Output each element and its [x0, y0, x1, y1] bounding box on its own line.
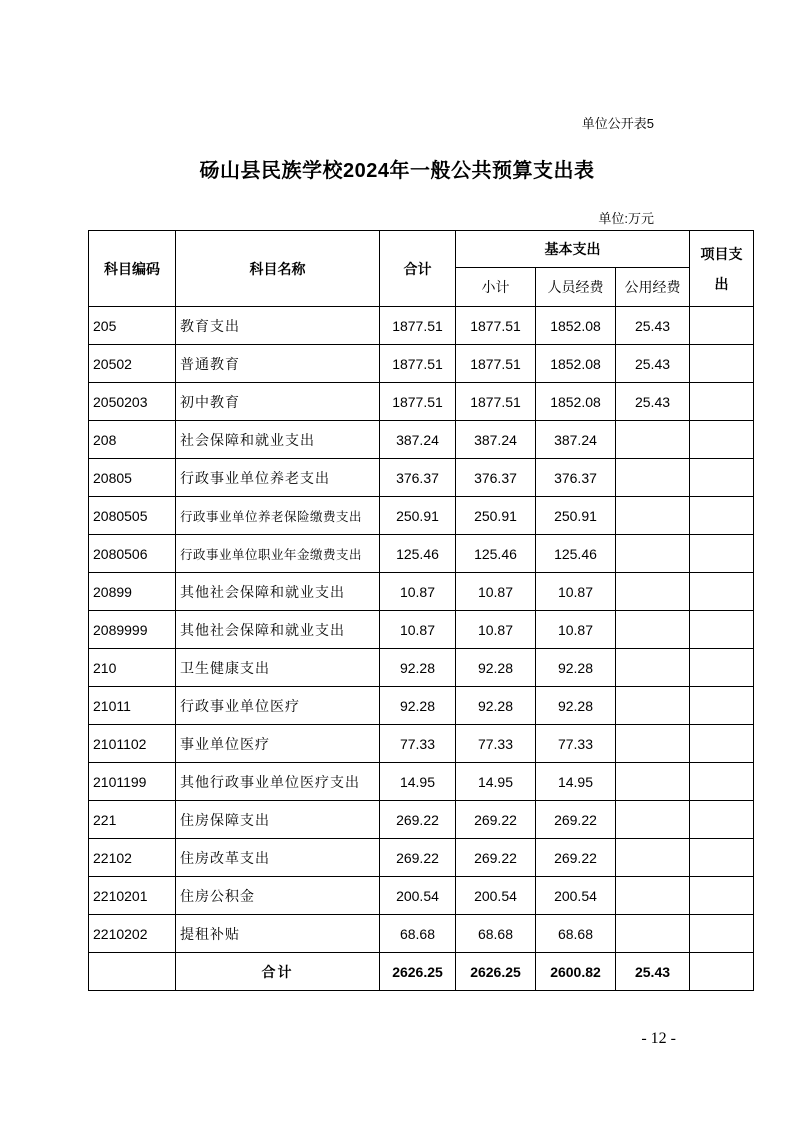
cell-subtotal: 10.87 — [456, 611, 536, 649]
cell-total: 387.24 — [380, 421, 456, 459]
table-row — [89, 877, 754, 915]
cell-code: 2050203 — [89, 383, 176, 421]
cell-public — [616, 801, 690, 839]
cell-public — [616, 497, 690, 535]
cell-subtotal: 1877.51 — [456, 383, 536, 421]
cell-name: 行政事业单位养老保险缴费支出 — [176, 497, 380, 535]
budget-table — [88, 230, 754, 991]
cell-total: 125.46 — [380, 535, 456, 573]
cell-subtotal: 250.91 — [456, 497, 536, 535]
cell-project — [690, 307, 754, 345]
table-body — [89, 307, 754, 953]
cell-code: 20502 — [89, 345, 176, 383]
cell-personnel: 387.24 — [536, 421, 616, 459]
cell-code: 205 — [89, 307, 176, 345]
cell-subtotal: 376.37 — [456, 459, 536, 497]
table-row — [89, 573, 754, 611]
cell-code: 2101102 — [89, 725, 176, 763]
page-number: - 12 - — [641, 1030, 676, 1047]
cell-name: 其他社会保障和就业支出 — [176, 573, 380, 611]
cell-total: 10.87 — [380, 611, 456, 649]
cell-project — [690, 459, 754, 497]
cell-code: 2210202 — [89, 915, 176, 953]
cell-public — [616, 573, 690, 611]
cell-total: 376.37 — [380, 459, 456, 497]
cell-subtotal: 92.28 — [456, 687, 536, 725]
cell-personnel: 10.87 — [536, 573, 616, 611]
cell-code: 21011 — [89, 687, 176, 725]
header-subtotal: 小计 — [456, 268, 536, 307]
cell-project — [690, 801, 754, 839]
cell-public — [616, 915, 690, 953]
header-name: 科目名称 — [176, 231, 380, 307]
cell-project — [690, 649, 754, 687]
header-total: 合计 — [380, 231, 456, 307]
cell-project — [690, 383, 754, 421]
page-label: 单位公开表5 — [581, 116, 654, 131]
cell-name: 普通教育 — [176, 345, 380, 383]
table-row — [89, 535, 754, 573]
cell-name: 社会保障和就业支出 — [176, 421, 380, 459]
cell-code: 20805 — [89, 459, 176, 497]
table-row — [89, 421, 754, 459]
cell-public — [616, 649, 690, 687]
cell-total: 10.87 — [380, 573, 456, 611]
cell-personnel: 1852.08 — [536, 307, 616, 345]
cell-total: 92.28 — [380, 687, 456, 725]
cell-name: 其他行政事业单位医疗支出 — [176, 763, 380, 801]
cell-project — [690, 421, 754, 459]
cell-personnel: 1852.08 — [536, 383, 616, 421]
cell-total: 77.33 — [380, 725, 456, 763]
unit-label: 单位:万元 — [598, 211, 654, 226]
table-row — [89, 383, 754, 421]
cell-total: 68.68 — [380, 915, 456, 953]
cell-public — [616, 725, 690, 763]
cell-name: 教育支出 — [176, 307, 380, 345]
cell-project — [690, 687, 754, 725]
cell-total: 200.54 — [380, 877, 456, 915]
cell-total: 269.22 — [380, 839, 456, 877]
cell-name: 住房改革支出 — [176, 839, 380, 877]
cell-public: 25.43 — [616, 383, 690, 421]
cell-total: 250.91 — [380, 497, 456, 535]
cell-subtotal: 14.95 — [456, 763, 536, 801]
header-personnel: 人员经费 — [536, 268, 616, 307]
cell-name: 初中教育 — [176, 383, 380, 421]
cell-public — [616, 763, 690, 801]
cell-code: 208 — [89, 421, 176, 459]
table-row — [89, 839, 754, 877]
cell-public — [616, 877, 690, 915]
total-project — [690, 953, 754, 991]
cell-code: 2080506 — [89, 535, 176, 573]
total-public: 25.43 — [616, 953, 690, 991]
page-title: 砀山县民族学校2024年一般公共预算支出表 — [199, 160, 595, 182]
cell-project — [690, 839, 754, 877]
cell-personnel: 10.87 — [536, 611, 616, 649]
cell-public — [616, 535, 690, 573]
cell-subtotal: 1877.51 — [456, 345, 536, 383]
cell-name: 事业单位医疗 — [176, 725, 380, 763]
cell-public — [616, 611, 690, 649]
table-row — [89, 725, 754, 763]
cell-code: 22102 — [89, 839, 176, 877]
table-row — [89, 801, 754, 839]
table-row — [89, 307, 754, 345]
header-row-1 — [89, 231, 754, 268]
cell-personnel: 14.95 — [536, 763, 616, 801]
cell-name: 提租补贴 — [176, 915, 380, 953]
cell-code: 2080505 — [89, 497, 176, 535]
cell-total: 1877.51 — [380, 383, 456, 421]
cell-code: 20899 — [89, 573, 176, 611]
cell-personnel: 376.37 — [536, 459, 616, 497]
cell-personnel: 77.33 — [536, 725, 616, 763]
header-code: 科目编码 — [89, 231, 176, 307]
cell-subtotal: 10.87 — [456, 573, 536, 611]
cell-subtotal: 92.28 — [456, 649, 536, 687]
table-row — [89, 915, 754, 953]
cell-code: 2101199 — [89, 763, 176, 801]
cell-name: 卫生健康支出 — [176, 649, 380, 687]
header-project — [690, 231, 754, 307]
table-row — [89, 649, 754, 687]
cell-project — [690, 877, 754, 915]
cell-subtotal: 200.54 — [456, 877, 536, 915]
cell-personnel: 200.54 — [536, 877, 616, 915]
total-total: 2626.25 — [380, 953, 456, 991]
total-label: 合计 — [176, 953, 380, 991]
cell-project — [690, 915, 754, 953]
cell-subtotal: 1877.51 — [456, 307, 536, 345]
cell-code: 2089999 — [89, 611, 176, 649]
table-row — [89, 763, 754, 801]
cell-total: 1877.51 — [380, 345, 456, 383]
cell-total: 14.95 — [380, 763, 456, 801]
cell-total: 1877.51 — [380, 307, 456, 345]
cell-personnel: 125.46 — [536, 535, 616, 573]
cell-public: 25.43 — [616, 307, 690, 345]
cell-project — [690, 573, 754, 611]
cell-personnel: 269.22 — [536, 801, 616, 839]
cell-total: 269.22 — [380, 801, 456, 839]
cell-public — [616, 459, 690, 497]
cell-personnel: 68.68 — [536, 915, 616, 953]
cell-personnel: 92.28 — [536, 649, 616, 687]
cell-project — [690, 345, 754, 383]
table-row — [89, 611, 754, 649]
header-basic: 基本支出 — [456, 231, 690, 268]
cell-project — [690, 535, 754, 573]
table-row — [89, 687, 754, 725]
cell-name: 行政事业单位养老支出 — [176, 459, 380, 497]
total-subtotal: 2626.25 — [456, 953, 536, 991]
cell-personnel: 269.22 — [536, 839, 616, 877]
cell-name: 其他社会保障和就业支出 — [176, 611, 380, 649]
cell-project — [690, 725, 754, 763]
cell-total: 92.28 — [380, 649, 456, 687]
table-row — [89, 497, 754, 535]
total-personnel: 2600.82 — [536, 953, 616, 991]
header-project-label: 项目支出 — [700, 245, 743, 292]
cell-project — [690, 763, 754, 801]
cell-code: 221 — [89, 801, 176, 839]
cell-personnel: 250.91 — [536, 497, 616, 535]
total-code — [89, 953, 176, 991]
cell-name: 行政事业单位医疗 — [176, 687, 380, 725]
cell-subtotal: 269.22 — [456, 839, 536, 877]
cell-subtotal: 68.68 — [456, 915, 536, 953]
cell-code: 210 — [89, 649, 176, 687]
cell-public: 25.43 — [616, 345, 690, 383]
cell-personnel: 1852.08 — [536, 345, 616, 383]
table-row — [89, 459, 754, 497]
cell-subtotal: 269.22 — [456, 801, 536, 839]
cell-public — [616, 421, 690, 459]
cell-subtotal: 387.24 — [456, 421, 536, 459]
cell-name: 住房公积金 — [176, 877, 380, 915]
cell-name: 行政事业单位职业年金缴费支出 — [176, 535, 380, 573]
cell-project — [690, 497, 754, 535]
cell-subtotal: 77.33 — [456, 725, 536, 763]
header-public: 公用经费 — [616, 268, 690, 307]
cell-public — [616, 687, 690, 725]
cell-code: 2210201 — [89, 877, 176, 915]
cell-subtotal: 125.46 — [456, 535, 536, 573]
table-row — [89, 345, 754, 383]
cell-personnel: 92.28 — [536, 687, 616, 725]
total-row — [89, 953, 754, 991]
cell-name: 住房保障支出 — [176, 801, 380, 839]
cell-project — [690, 611, 754, 649]
cell-public — [616, 839, 690, 877]
